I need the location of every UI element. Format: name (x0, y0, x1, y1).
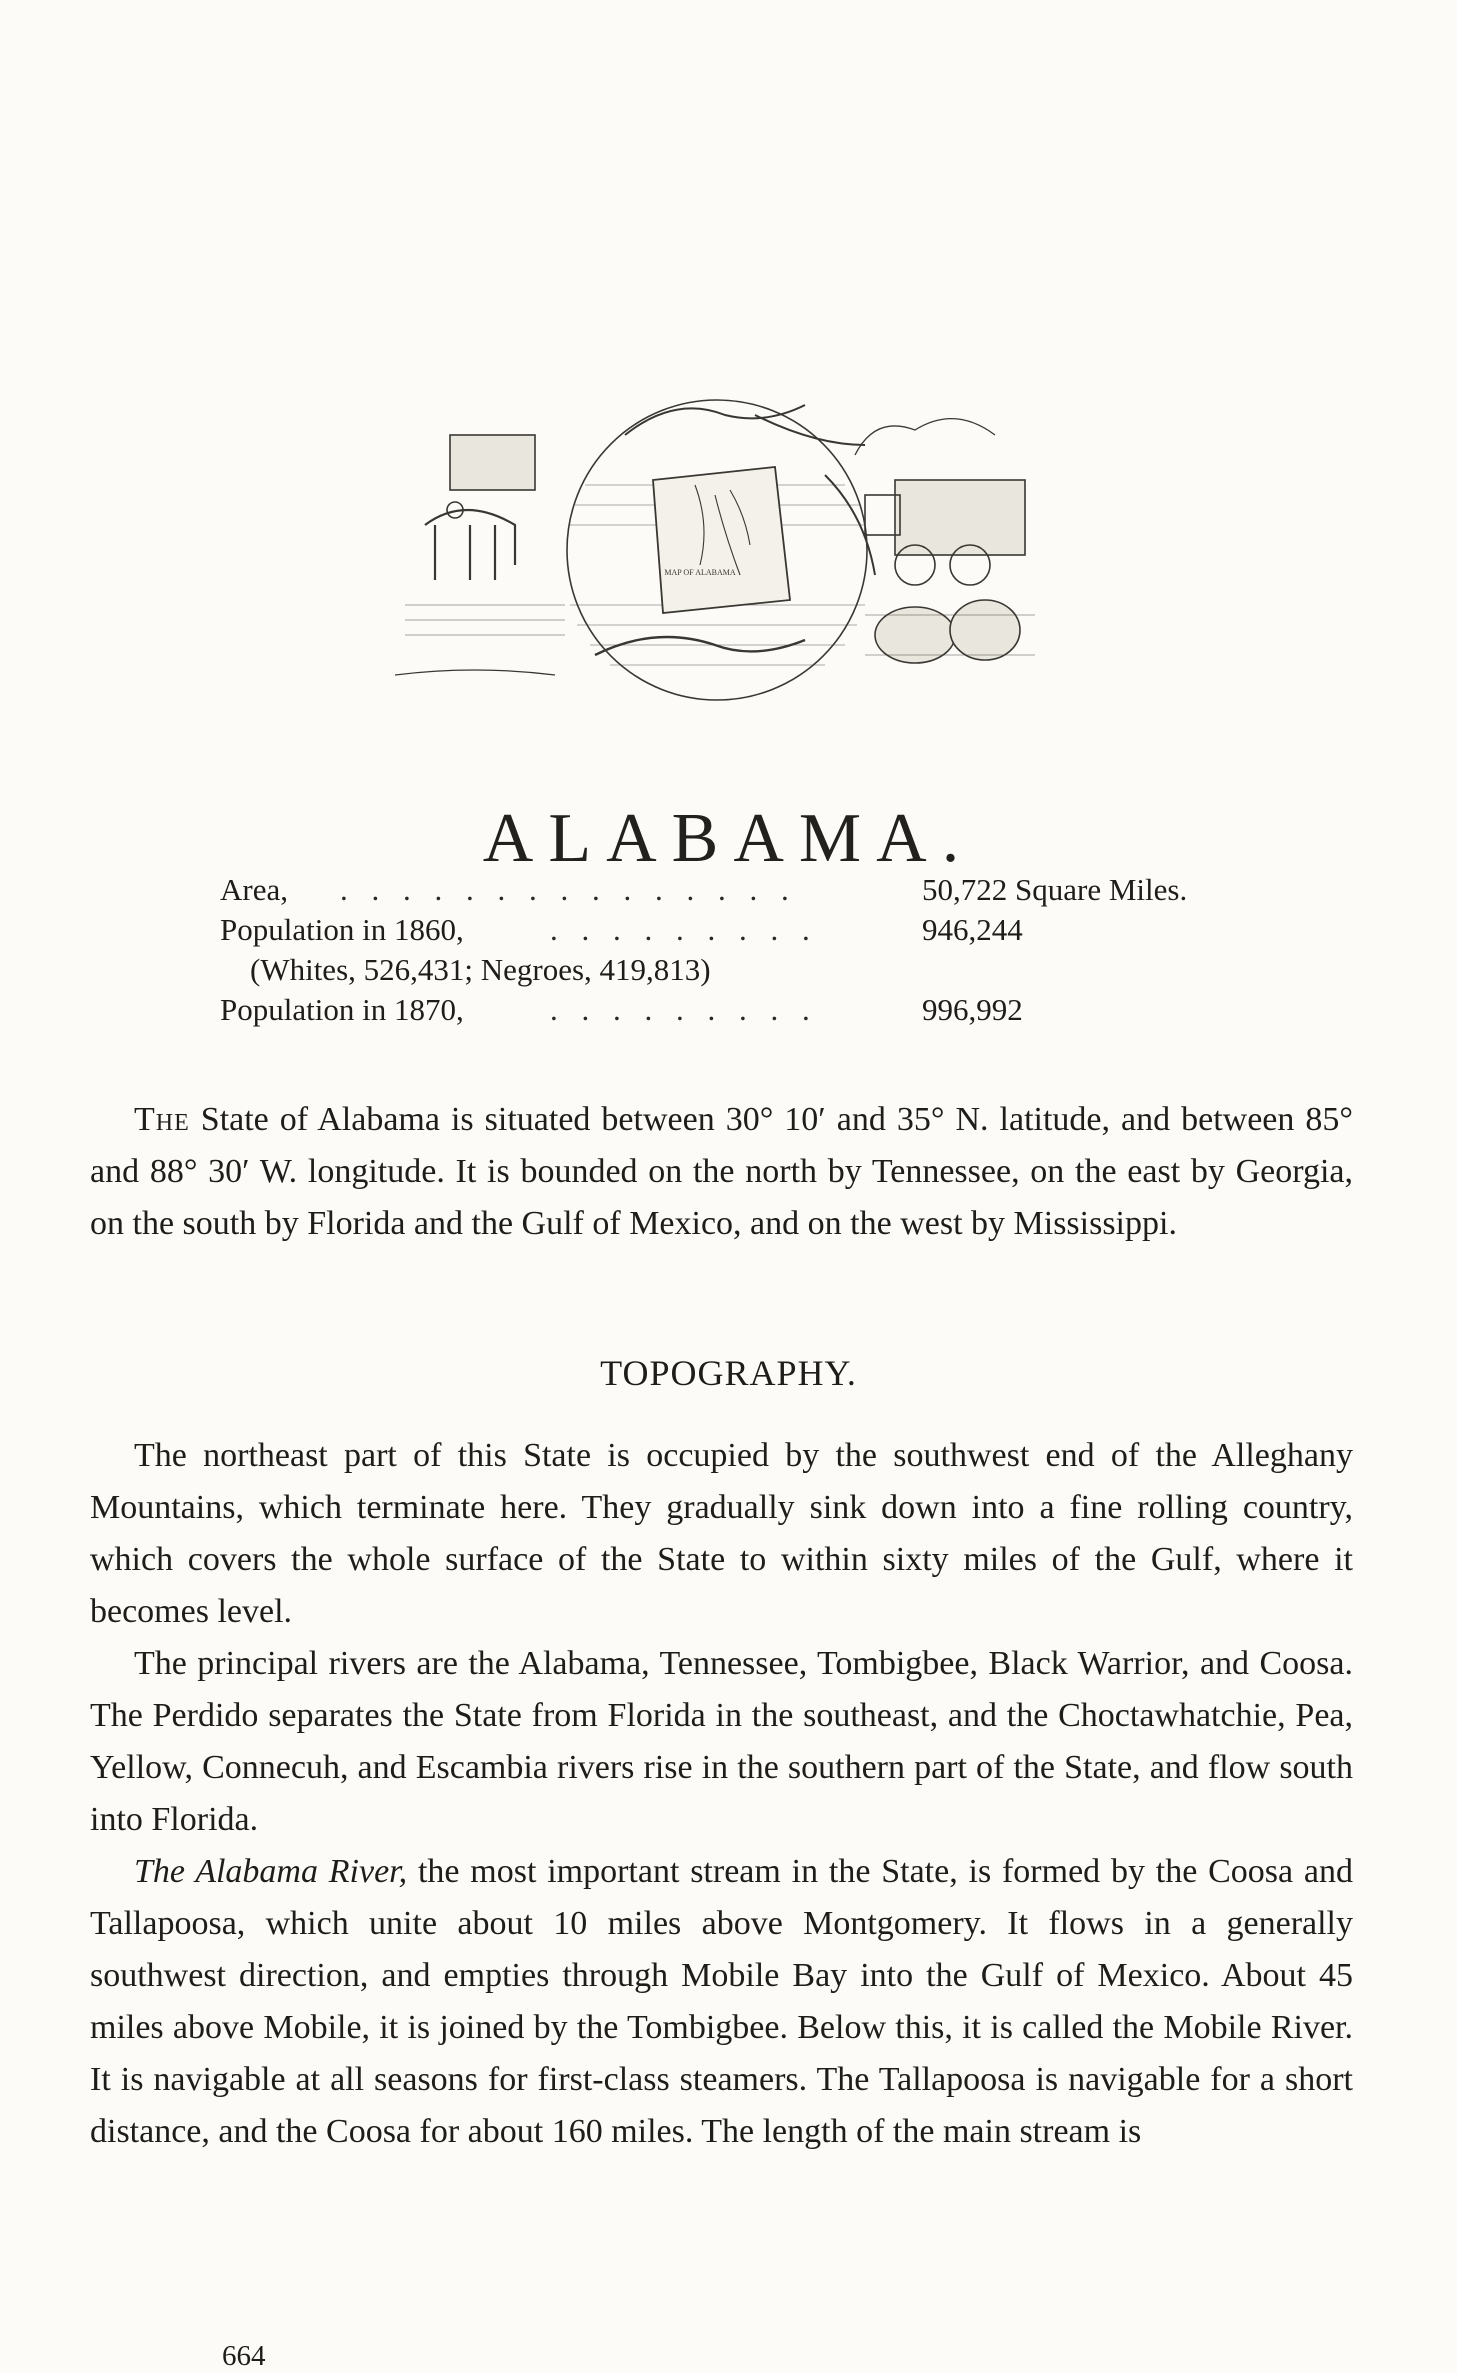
page-number: 664 (222, 2340, 266, 2372)
paragraph: The principal rivers are the Alabama, Tennessee, Tombigbee, Black Warrior, and Coosa. The Perdido separates the State from Florida in the southeast, and the Choctawhatchie, Pea, Yellow, Connecuh, and Escambia rivers rise in the southern part of the State, and flow south into Florida. (90, 1645, 1353, 1838)
paragraph (90, 1846, 1353, 2158)
stat-label: Population in 1860, (220, 912, 464, 947)
stat-label: Area, (220, 872, 288, 907)
stat-value: 946,244 (922, 912, 1023, 947)
stat-value: 996,992 (922, 992, 1023, 1027)
map-label: MAP OF ALABAMA (664, 568, 736, 577)
topography-section (90, 1430, 1353, 2158)
leader-dots: . . . . . . . . . (550, 912, 818, 947)
stat-label: Population in 1870, (220, 992, 464, 1027)
leader-dots: . . . . . . . . . (550, 992, 818, 1027)
page-title: ALABAMA. (482, 799, 975, 877)
leader-dots: . . . . . . . . . . . . . . . (340, 872, 797, 907)
intro-lead: The (134, 1101, 190, 1138)
state-vignette-illustration (395, 375, 1040, 705)
section-heading: TOPOGRAPHY. (600, 1353, 857, 1393)
intro-text: State of Alabama is situated between 30° 10′ and 35° N. latitude, and between 85° and 88° 30′ W. longitude. It is bounded on the north by Tennessee, on the east by Georgia, on the south by Florida and the Gulf of Mexico, and on the west by Mississippi. (90, 1101, 1353, 1242)
stat-note: (Whites, 526,431; Negroes, 419,813) (250, 952, 711, 987)
intro-paragraph (90, 1094, 1353, 1250)
italic-lead: The Alabama River, (134, 1853, 408, 1890)
stat-value: 50,722 Square Miles. (922, 872, 1188, 907)
paragraph-text: the most important stream in the State, is formed by the Coosa and Tallapoosa, which unite about 10 miles above Montgomery. It flows in a generally southwest direction, and empties through Mobile Bay into the Gulf of Mexico. About 45 miles above Mobile, it is joined by the Tombigbee. Below this, it is called the Mobile River. It is navigable at all seasons for first-class steamers. The Tallapoosa is navigable for a short distance, and the Coosa for about 160 miles. The length of the main stream is (90, 1853, 1354, 2150)
paragraph: The northeast part of this State is occupied by the southwest end of the Alleghany Mountains, which terminate here. They gradually sink down into a fine rolling country, which covers the whole surface of the State to within sixty miles of the Gulf, where it becomes level. (90, 1437, 1353, 1630)
engraving-icon (395, 375, 1040, 705)
